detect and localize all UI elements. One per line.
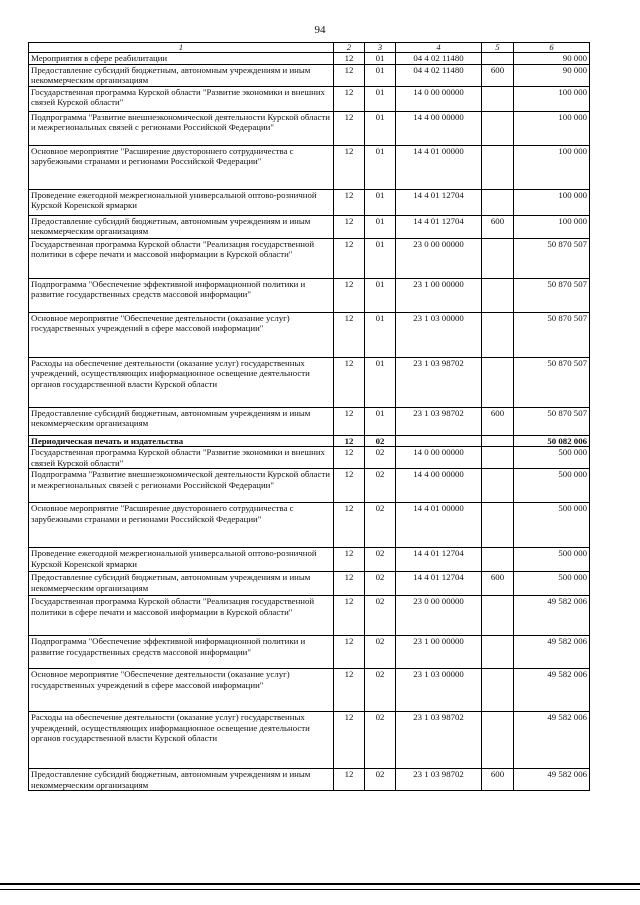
cell-expense-type — [482, 503, 514, 548]
cell-expense-type — [482, 189, 514, 215]
table-row — [29, 312, 590, 357]
cell-subsection: 02 — [365, 669, 396, 712]
cell-amount: 500 000 — [514, 548, 590, 572]
cell-amount: 49 582 006 — [514, 636, 590, 669]
cell-name: Проведение ежегодной межрегиональной универсальной оптово-розничной Курской Коренской ярмарки — [29, 189, 334, 215]
cell-amount: 100 000 — [514, 145, 590, 189]
cell-section: 12 — [334, 435, 365, 447]
cell-amount: 500 000 — [514, 572, 590, 596]
cell-amount: 50 870 507 — [514, 357, 590, 407]
cell-name: Основное мероприятие "Расширение двустороннего сотрудничества с зарубежными странами и регионами Российской Федерации" — [29, 145, 334, 189]
cell-expense-type: 600 — [482, 769, 514, 791]
cell-expense-type — [482, 712, 514, 769]
table-row — [29, 238, 590, 278]
cell-subsection: 01 — [365, 145, 396, 189]
cell-name: Основное мероприятие "Расширение двустороннего сотрудничества с зарубежными странами и регионами Российской Федерации" — [29, 503, 334, 548]
cell-target-article: 23 0 00 00000 — [396, 238, 482, 278]
header-cell-amount: 6 — [514, 43, 590, 53]
table-row — [29, 357, 590, 407]
table-row — [29, 53, 590, 65]
table-row — [29, 64, 590, 86]
cell-subsection: 01 — [365, 238, 396, 278]
table-row — [29, 769, 590, 791]
cell-section: 12 — [334, 278, 365, 312]
cell-expense-type: 600 — [482, 64, 514, 86]
cell-name: Мероприятия в сфере реабилитации — [29, 53, 334, 65]
cell-subsection: 02 — [365, 503, 396, 548]
cell-section: 12 — [334, 64, 365, 86]
cell-target-article: 14 4 01 00000 — [396, 503, 482, 548]
table-row — [29, 278, 590, 312]
cell-subsection: 01 — [365, 189, 396, 215]
cell-amount: 50 870 507 — [514, 312, 590, 357]
table-row — [29, 469, 590, 503]
cell-subsection: 01 — [365, 86, 396, 111]
table-row — [29, 548, 590, 572]
cell-amount: 100 000 — [514, 189, 590, 215]
cell-name: Подпрограмма "Развитие внешнеэкономической деятельности Курской области и межрегиональных связей с регионами Российской Федерации" — [29, 111, 334, 145]
table-row — [29, 435, 590, 447]
header-cell-target-article: 4 — [396, 43, 482, 53]
cell-subsection: 01 — [365, 64, 396, 86]
cell-name: Государственная программа Курской области "Развитие экономики и внешних связей Курской области" — [29, 86, 334, 111]
table-row — [29, 636, 590, 669]
cell-expense-type — [482, 636, 514, 669]
table-row — [29, 669, 590, 712]
cell-section: 12 — [334, 86, 365, 111]
cell-target-article: 14 4 00 00000 — [396, 111, 482, 145]
cell-target-article: 14 4 01 00000 — [396, 145, 482, 189]
table-row — [29, 503, 590, 548]
cell-section: 12 — [334, 503, 365, 548]
cell-expense-type — [482, 357, 514, 407]
cell-section: 12 — [334, 469, 365, 503]
cell-expense-type: 600 — [482, 407, 514, 435]
cell-expense-type — [482, 86, 514, 111]
cell-amount: 500 000 — [514, 503, 590, 548]
cell-target-article: 04 4 02 11480 — [396, 64, 482, 86]
cell-target-article: 14 0 00 00000 — [396, 86, 482, 111]
cell-subsection: 01 — [365, 312, 396, 357]
cell-subsection: 01 — [365, 407, 396, 435]
cell-target-article — [396, 435, 482, 447]
cell-target-article: 23 1 00 00000 — [396, 278, 482, 312]
bottom-rule-thick — [0, 883, 640, 885]
cell-expense-type — [482, 312, 514, 357]
cell-target-article: 23 1 03 00000 — [396, 312, 482, 357]
table-header-row — [29, 43, 590, 53]
cell-section: 12 — [334, 712, 365, 769]
cell-name: Основное мероприятие "Обеспечение деятельности (оказание услуг) государственных учреждений в сфере массовой информации" — [29, 312, 334, 357]
cell-subsection: 02 — [365, 572, 396, 596]
cell-name: Государственная программа Курской области "Реализация государственной политики в сфере печати и массовой информации в Курской области" — [29, 238, 334, 278]
cell-section: 12 — [334, 548, 365, 572]
cell-amount: 100 000 — [514, 215, 590, 238]
cell-name: Подпрограмма "Обеспечение эффективной информационной политики и развитие государственных средств массовой информации" — [29, 636, 334, 669]
table-row — [29, 145, 590, 189]
cell-name: Предоставление субсидий бюджетным, автономным учреждениям и иным некоммерческим организациям — [29, 215, 334, 238]
cell-subsection: 01 — [365, 278, 396, 312]
cell-amount: 49 582 006 — [514, 769, 590, 791]
cell-name: Расходы на обеспечение деятельности (оказание услуг) государственных учреждений, осуществляющих информационное освещение деятельности органов государственной власти Курской области — [29, 357, 334, 407]
cell-name: Подпрограмма "Обеспечение эффективной информационной политики и развитие государственных средств массовой информации" — [29, 278, 334, 312]
table-row — [29, 189, 590, 215]
cell-section: 12 — [334, 145, 365, 189]
cell-expense-type — [482, 145, 514, 189]
cell-section: 12 — [334, 357, 365, 407]
cell-target-article: 14 4 01 12704 — [396, 189, 482, 215]
cell-expense-type — [482, 53, 514, 65]
cell-expense-type — [482, 669, 514, 712]
table-row — [29, 111, 590, 145]
cell-section: 12 — [334, 669, 365, 712]
cell-amount: 100 000 — [514, 111, 590, 145]
cell-expense-type: 600 — [482, 572, 514, 596]
cell-amount: 49 582 006 — [514, 596, 590, 636]
cell-target-article: 14 4 01 12704 — [396, 548, 482, 572]
cell-subsection: 02 — [365, 435, 396, 447]
cell-section: 12 — [334, 572, 365, 596]
cell-section: 12 — [334, 111, 365, 145]
cell-amount: 90 000 — [514, 64, 590, 86]
cell-name: Предоставление субсидий бюджетным, автономным учреждениям и иным некоммерческим организациям — [29, 64, 334, 86]
cell-target-article: 23 0 00 00000 — [396, 596, 482, 636]
page-number: 94 — [314, 24, 326, 36]
cell-target-article: 23 1 03 00000 — [396, 669, 482, 712]
cell-target-article: 23 1 03 98702 — [396, 712, 482, 769]
cell-expense-type — [482, 278, 514, 312]
cell-amount: 90 000 — [514, 53, 590, 65]
cell-section: 12 — [334, 447, 365, 469]
cell-section: 12 — [334, 596, 365, 636]
cell-subsection: 02 — [365, 596, 396, 636]
cell-subsection: 02 — [365, 447, 396, 469]
cell-section: 12 — [334, 215, 365, 238]
cell-section: 12 — [334, 189, 365, 215]
cell-subsection: 02 — [365, 636, 396, 669]
cell-section: 12 — [334, 769, 365, 791]
cell-amount: 500 000 — [514, 447, 590, 469]
cell-section: 12 — [334, 636, 365, 669]
bottom-rule-thin — [0, 889, 640, 890]
cell-name: Государственная программа Курской области "Развитие экономики и внешних связей Курской области" — [29, 447, 334, 469]
cell-section: 12 — [334, 238, 365, 278]
cell-subsection: 01 — [365, 111, 396, 145]
cell-amount: 49 582 006 — [514, 712, 590, 769]
cell-subsection: 02 — [365, 769, 396, 791]
cell-expense-type — [482, 596, 514, 636]
cell-name: Расходы на обеспечение деятельности (оказание услуг) государственных учреждений, осуществляющих информационное освещение деятельности органов государственной власти Курской области — [29, 712, 334, 769]
cell-target-article: 14 4 01 12704 — [396, 215, 482, 238]
budget-table — [28, 42, 590, 791]
cell-section: 12 — [334, 312, 365, 357]
cell-amount: 100 000 — [514, 86, 590, 111]
cell-name: Подпрограмма "Развитие внешнеэкономической деятельности Курской области и межрегиональных связей с регионами Российской Федерации" — [29, 469, 334, 503]
cell-target-article: 23 1 03 98702 — [396, 407, 482, 435]
cell-name: Государственная программа Курской области "Реализация государственной политики в сфере печати и массовой информации в Курской области" — [29, 596, 334, 636]
cell-amount: 49 582 006 — [514, 669, 590, 712]
cell-name: Предоставление субсидий бюджетным, автономным учреждениям и иным некоммерческим организациям — [29, 572, 334, 596]
cell-subsection: 02 — [365, 712, 396, 769]
cell-expense-type — [482, 435, 514, 447]
table-row — [29, 447, 590, 469]
cell-target-article: 23 1 03 98702 — [396, 769, 482, 791]
header-cell-name: 1 — [29, 43, 334, 53]
header-cell-subsection: 3 — [365, 43, 396, 53]
cell-amount: 50 870 507 — [514, 278, 590, 312]
cell-subsection: 01 — [365, 215, 396, 238]
cell-target-article: 14 4 00 00000 — [396, 469, 482, 503]
cell-expense-type — [482, 447, 514, 469]
cell-subsection: 02 — [365, 469, 396, 503]
table-row — [29, 712, 590, 769]
cell-expense-type — [482, 469, 514, 503]
cell-amount: 500 000 — [514, 469, 590, 503]
cell-target-article: 23 1 03 98702 — [396, 357, 482, 407]
cell-expense-type — [482, 238, 514, 278]
table-row — [29, 596, 590, 636]
cell-name: Предоставление субсидий бюджетным, автономным учреждениям и иным некоммерческим организациям — [29, 769, 334, 791]
table-row — [29, 407, 590, 435]
cell-name: Основное мероприятие "Обеспечение деятельности (оказание услуг) государственных учреждений в сфере массовой информации" — [29, 669, 334, 712]
header-cell-expense-type: 5 — [482, 43, 514, 53]
cell-subsection: 02 — [365, 548, 396, 572]
cell-amount: 50 082 006 — [514, 435, 590, 447]
cell-section: 12 — [334, 407, 365, 435]
table-row — [29, 215, 590, 238]
table-row — [29, 86, 590, 111]
table-row — [29, 572, 590, 596]
cell-amount: 50 870 507 — [514, 407, 590, 435]
cell-amount: 50 870 507 — [514, 238, 590, 278]
cell-subsection: 01 — [365, 53, 396, 65]
cell-target-article: 04 4 02 11480 — [396, 53, 482, 65]
cell-expense-type: 600 — [482, 215, 514, 238]
cell-name: Периодическая печать и издательства — [29, 435, 334, 447]
cell-expense-type — [482, 548, 514, 572]
cell-target-article: 23 1 00 00000 — [396, 636, 482, 669]
cell-target-article: 14 0 00 00000 — [396, 447, 482, 469]
cell-name: Проведение ежегодной межрегиональной универсальной оптово-розничной Курской Коренской ярмарки — [29, 548, 334, 572]
header-cell-section: 2 — [334, 43, 365, 53]
cell-subsection: 01 — [365, 357, 396, 407]
cell-target-article: 14 4 01 12704 — [396, 572, 482, 596]
cell-expense-type — [482, 111, 514, 145]
cell-name: Предоставление субсидий бюджетным, автономным учреждениям и иным некоммерческим организациям — [29, 407, 334, 435]
cell-section: 12 — [334, 53, 365, 65]
